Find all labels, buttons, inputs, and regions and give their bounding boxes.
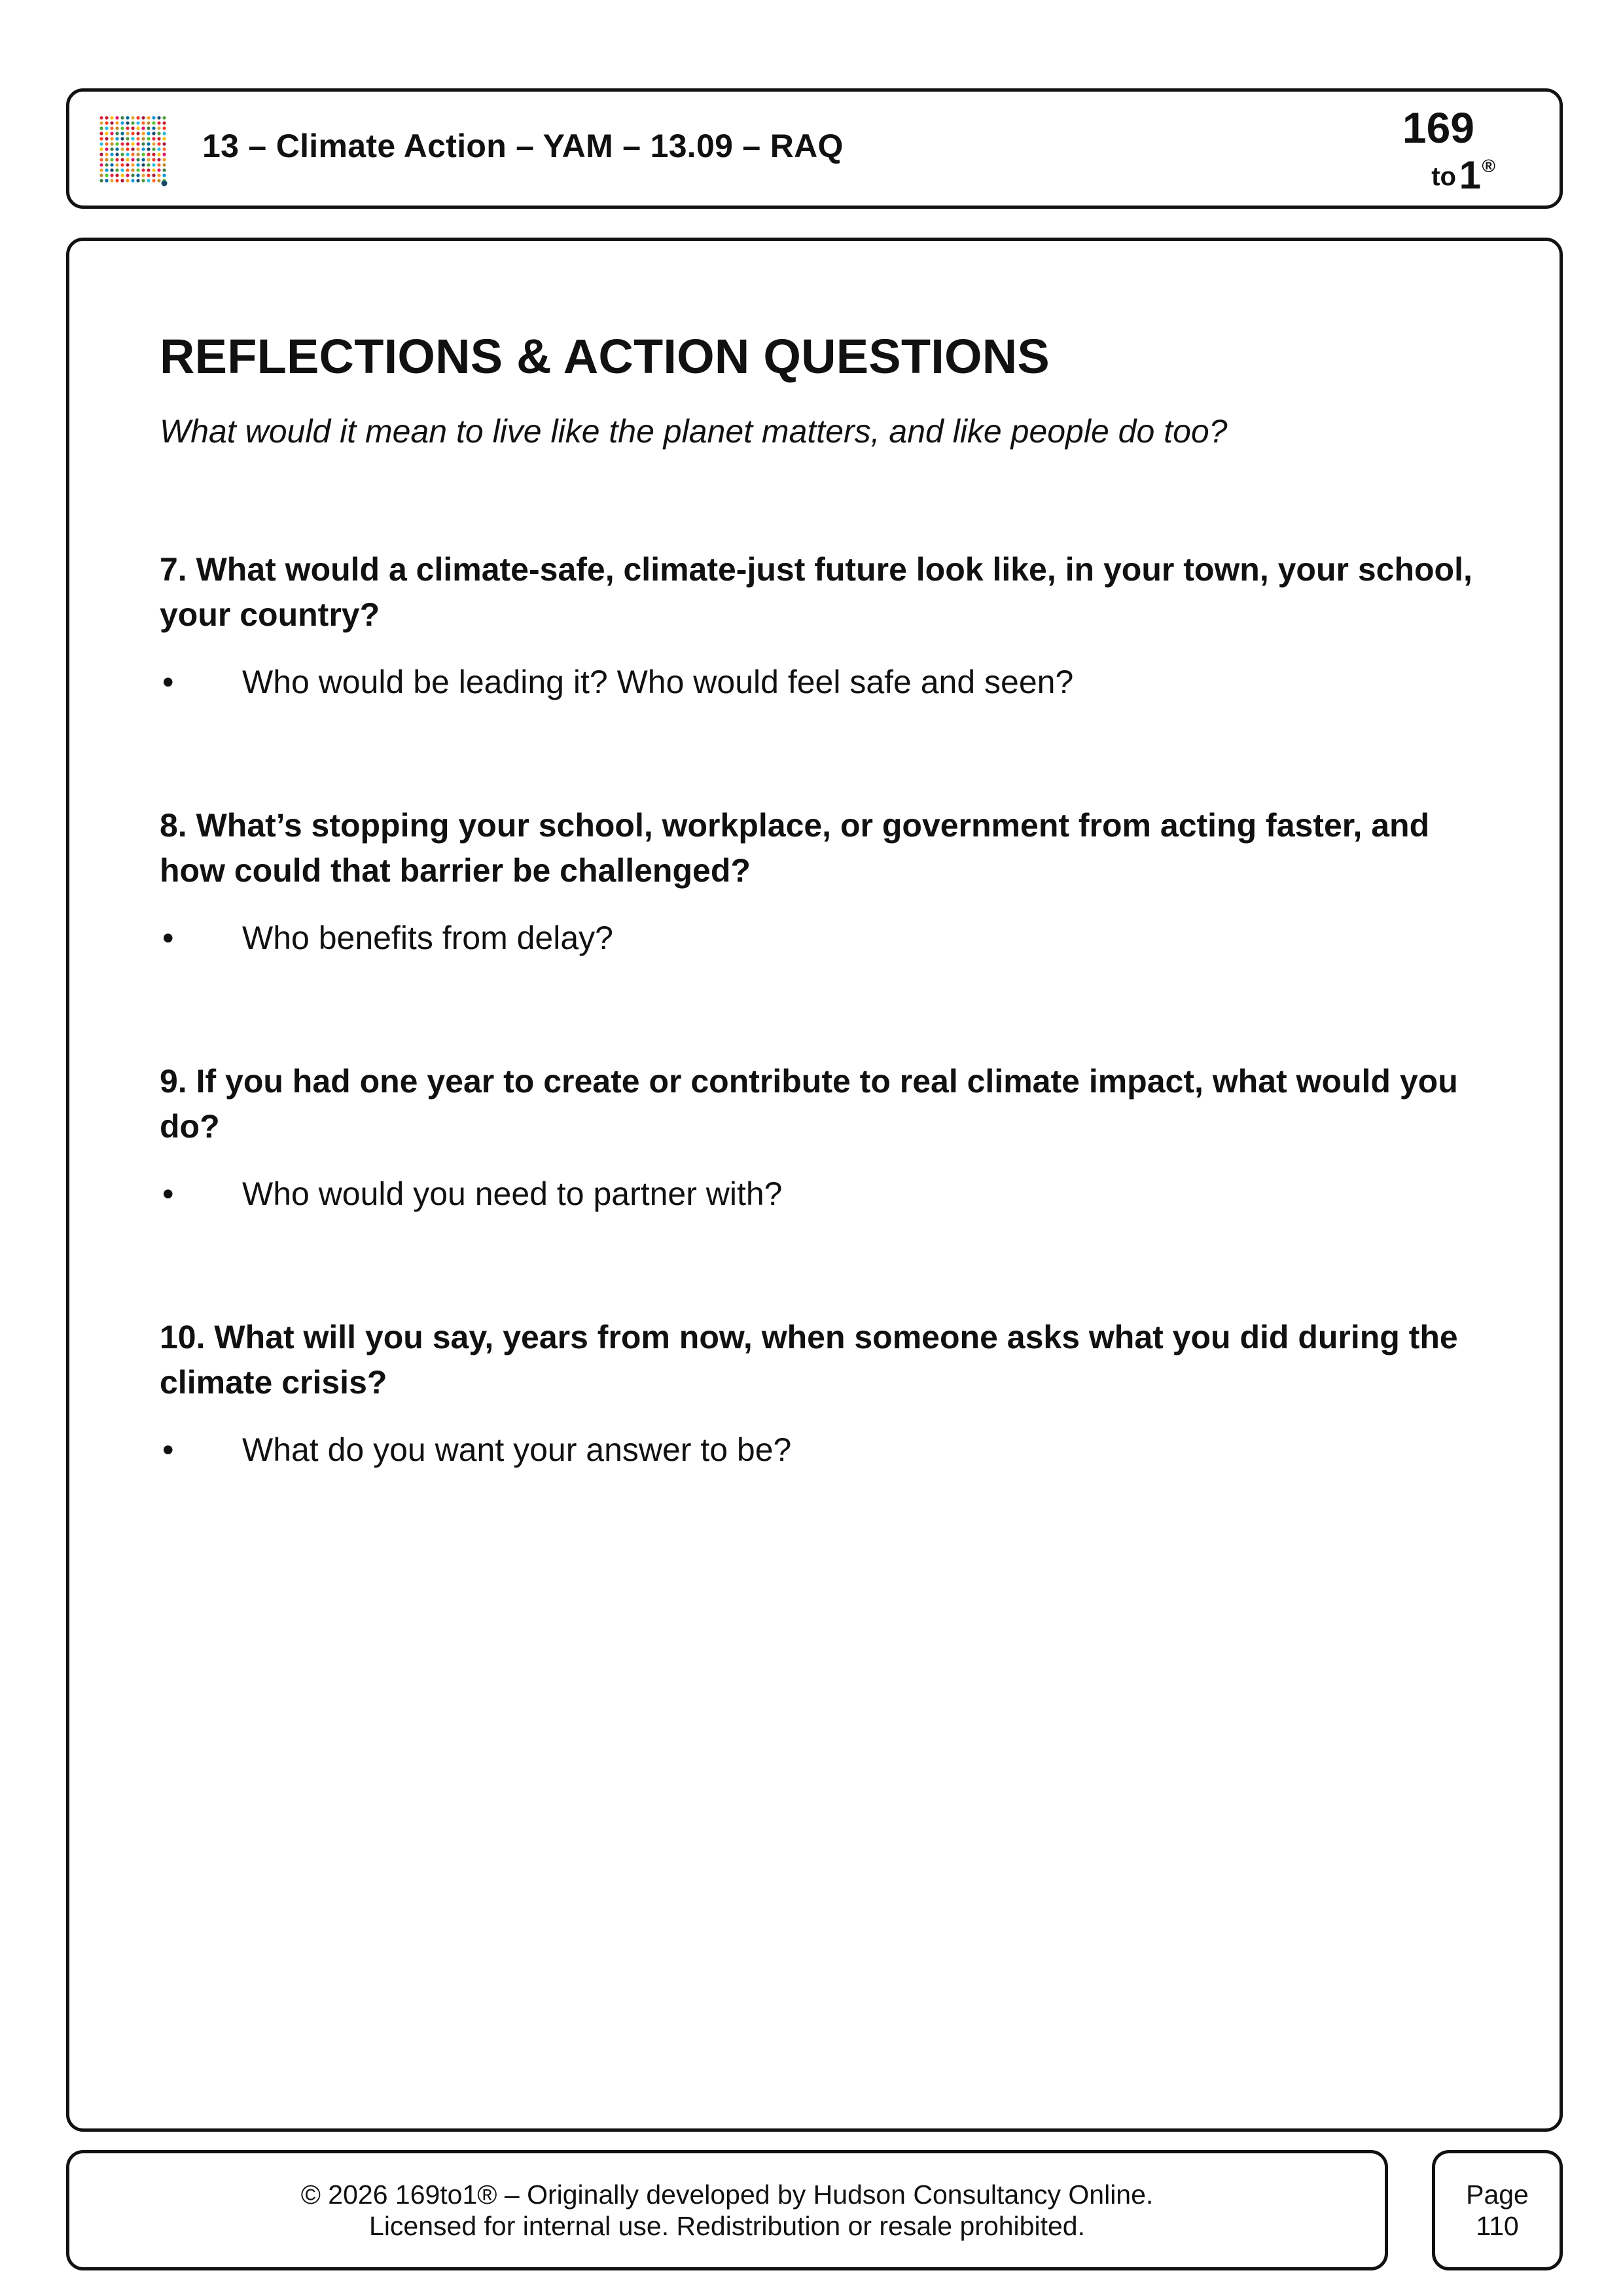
question-text: 9. If you had one year to create or contribute to real climate impact, what would you do? [160, 1063, 1458, 1145]
brand-one: 1 [1459, 153, 1481, 197]
header-title: 13 – Climate Action – YAM – 13.09 – RAQ [202, 128, 844, 164]
sdg-dot-grid-logo-icon [98, 115, 168, 187]
bullet-text: What do you want your answer to be? [242, 1431, 792, 1468]
bullet-text: Who would you need to partner with? [242, 1175, 783, 1212]
bullet-item [160, 1427, 1475, 1473]
page-number: 110 [1476, 2211, 1519, 2241]
content-area [160, 329, 1475, 1473]
footer-license-line: Licensed for internal use. Redistribution or resale prohibited. [369, 2211, 1085, 2241]
brand-registered-mark: ® [1482, 156, 1495, 176]
page-header [66, 88, 1563, 209]
bullet-icon: • [162, 920, 174, 956]
bullet-text: Who would be leading it? Who would feel safe and seen? [242, 664, 1074, 700]
footer-page-box [1432, 2150, 1563, 2270]
section-title: REFLECTIONS & ACTION QUESTIONS [160, 329, 1050, 384]
bullet-item [160, 916, 1475, 961]
question-block [160, 803, 1475, 961]
bullet-item [160, 1172, 1475, 1217]
bullet-text: Who benefits from delay? [242, 920, 613, 956]
question-text: 10. What will you say, years from now, when someone asks what you did during the climate crisis? [160, 1319, 1458, 1401]
brand-number: 169 [1402, 103, 1474, 152]
bullet-icon: • [162, 664, 174, 700]
main-content-panel [66, 238, 1563, 2132]
footer-copyright-box [66, 2150, 1388, 2270]
section-subtitle: What would it mean to live like the planet matters, and like people do too? [160, 413, 1228, 450]
question-text: 7. What would a climate-safe, climate-just future look like, in your town, your school, your country? [160, 551, 1472, 633]
page-label: Page [1466, 2179, 1529, 2210]
question-block [160, 1059, 1475, 1217]
brand-to: to [1431, 162, 1456, 191]
bullet-icon: • [162, 1175, 174, 1212]
bullet-item [160, 660, 1475, 705]
question-block [160, 1315, 1475, 1473]
footer-copyright-line: © 2026 169to1® – Originally developed by Hudson Consultancy Online. [300, 2179, 1154, 2210]
question-text: 8. What’s stopping your school, workplace, or government from acting faster, and how could that barrier be challenged? [160, 807, 1430, 889]
brand-logo [1396, 99, 1501, 198]
question-block [160, 547, 1475, 705]
bullet-icon: • [162, 1431, 174, 1468]
